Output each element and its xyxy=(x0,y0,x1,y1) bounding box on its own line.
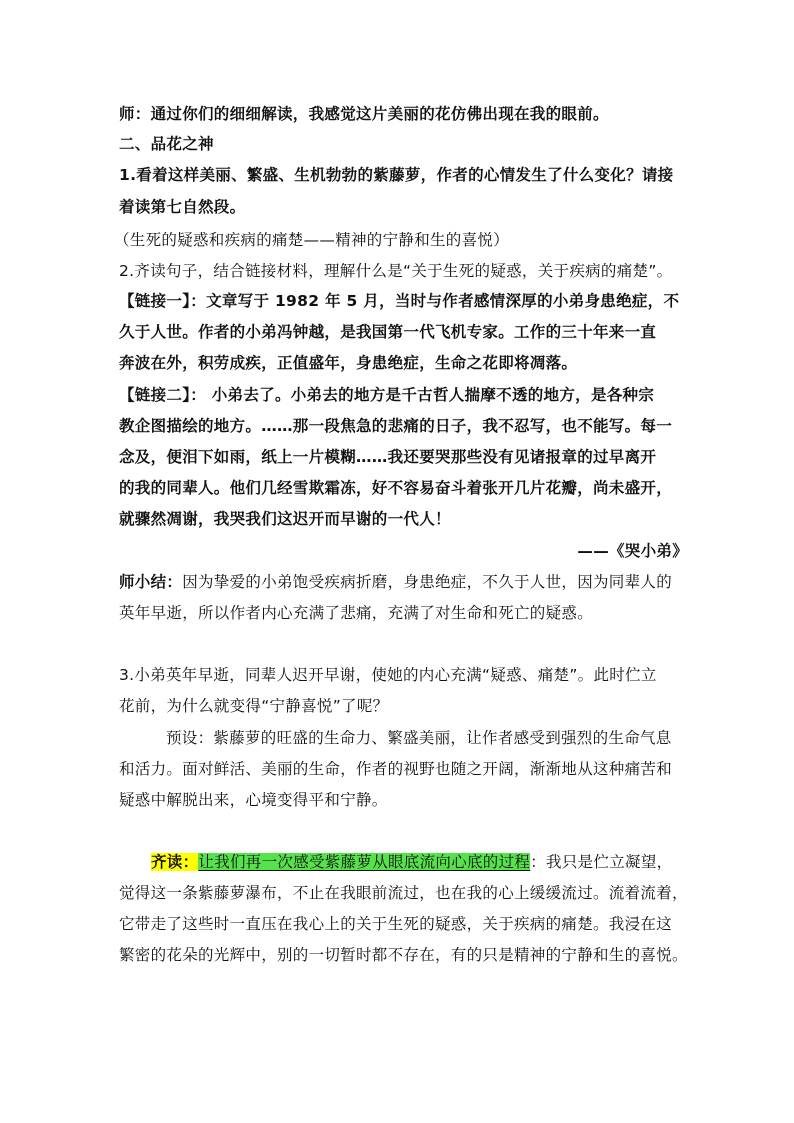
link-2-line-1 xyxy=(119,384,654,406)
link-1-label: 【链接一】： xyxy=(119,292,207,310)
summary-line-1 xyxy=(119,571,672,593)
link-2-text: 小弟去了。小弟去的地方是千古哲人揣摩不透的地方，是各种宗 xyxy=(206,386,655,404)
answer-note: （生死的疑惑和疾病的痛楚——精神的宁静和生的喜悦） xyxy=(114,231,510,249)
link-2-line-3: 念及，便泪下如雨，纸上一片模糊……我还要哭那些没有见诸报章的过早离开 xyxy=(119,448,657,466)
choral-reading-line-1 xyxy=(151,851,672,873)
question-1-line-2: 着读第七自然段。 xyxy=(119,198,246,216)
link-2-line-5: 就骤然凋谢，我哭我们这迟开而早谢的一代人！ xyxy=(119,510,451,528)
link-1-line-1 xyxy=(119,290,679,312)
link-2-line-2: 教企图描绘的地方。……那一段焦急的悲痛的日子，我不忍写，也不能写。每一 xyxy=(119,417,673,435)
question-3-line-1: 3.小弟英年早逝，同辈人迟开早谢，使她的内心充满“疑惑、痛楚”。此时伫立 xyxy=(119,666,657,684)
quote-source: ——《哭小弟》 xyxy=(577,542,688,560)
summary-label: 师小结： xyxy=(119,573,183,591)
preset-answer-line-2: 和活力。面对鲜活、美丽的生命，作者的视野也随之开阔，渐渐地从这种痛苦和 xyxy=(119,760,673,778)
choral-reading-line-2: 觉得这一条紫藤萝瀑布，不止在我眼前流过，也在我的心上缓缓流过。流着流着， xyxy=(119,884,688,902)
choral-reading-text: ：我只是伫立凝望， xyxy=(530,853,673,871)
question-1-line-1: 1.看着这样美丽、繁盛、生机勃勃的紫藤萝，作者的心情发生了什么变化？请接 xyxy=(119,166,674,184)
preset-answer-line-1: 预设：紫藤萝的旺盛的生命力、繁盛美丽，让作者感受到强烈的生命气息 xyxy=(166,729,672,747)
choral-reading-line-4: 繁密的花朵的光辉中，别的一切暂时都不存在，有的只是精神的宁静和生的喜悦。 xyxy=(119,946,688,964)
question-2: 2.齐读句子，结合链接材料，理解什么是“关于生死的疑惑，关于疾病的痛楚”。 xyxy=(119,262,673,280)
preset-answer-line-3: 疑惑中解脱出来，心境变得平和宁静。 xyxy=(119,791,388,809)
link-1-line-3: 奔波在外，积劳成疾，正值盛年，身患绝症，生命之花即将凋落。 xyxy=(119,354,578,372)
teacher-remark: 师：通过你们的细细解读，我感觉这片美丽的花仿佛出现在我的眼前。 xyxy=(119,105,609,123)
link-2-line-4: 的我的同辈人。他们几经雪欺霜冻，好不容易奋斗着张开几片花瓣，尚未盛开， xyxy=(119,479,673,497)
summary-line-2: 英年早逝，所以作者内心充满了悲痛，充满了对生命和死亡的疑惑。 xyxy=(119,604,594,622)
choral-reading-highlight: 让我们再一次感受紫藤萝从眼底流向心底的过程 xyxy=(198,853,531,871)
section-heading: 二、品花之神 xyxy=(119,135,214,153)
link-1-line-2: 久于人世。作者的小弟冯钟越，是我国第一代飞机专家。工作的三十年来一直 xyxy=(119,323,657,341)
question-3-line-2: 花前，为什么就变得“宁静喜悦”了呢？ xyxy=(119,697,389,715)
choral-reading-line-3: 它带走了这些时一直压在我心上的关于生死的疑惑，关于疾病的痛楚。我浸在这 xyxy=(119,915,673,933)
choral-reading-label: 齐读： xyxy=(151,853,199,871)
link-1-text: 文章写于 1982 年 5 月，当时与作者感情深厚的小弟身患绝症，不 xyxy=(206,292,680,310)
summary-text: 因为挚爱的小弟饱受疾病折磨，身患绝症，不久于人世，因为同辈人的 xyxy=(182,573,673,591)
link-2-label: 【链接二】： xyxy=(119,386,207,404)
